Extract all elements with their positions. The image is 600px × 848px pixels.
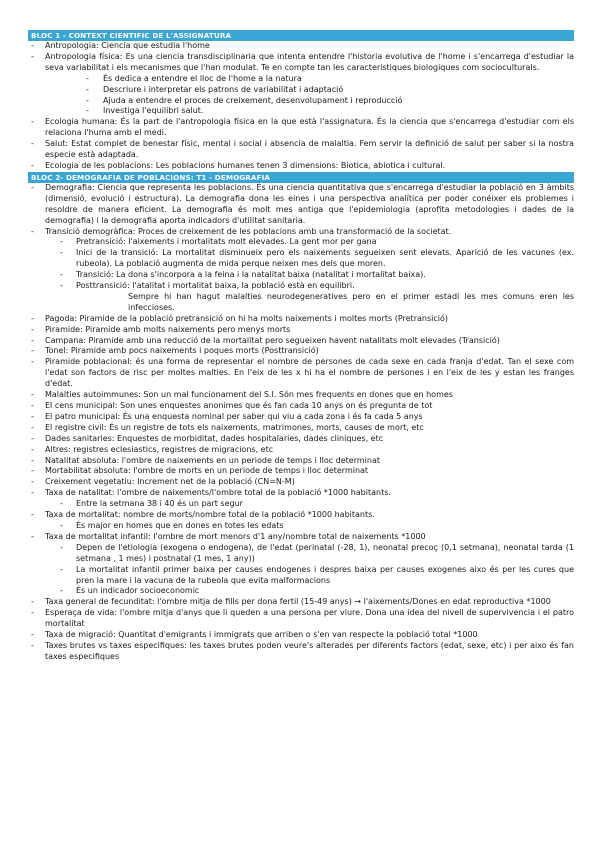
list-item: - Dades sanitaries: Enquestes de morbiditat, dades hospitalaries, dades cliniques, etc [28, 434, 574, 445]
list-item: - Demografia: Ciencia que representa les poblacions. És una ciencia quantitativa que s'encarrega d'estudiar la població en 3 àmbits (dimensió, evolució i estructura). La demografia dona les eines i una perspectiva analítica per poder conéixer els problemes i resoldre de manera eficient. La demografia és molt mes antiga que l'epidemiologia (aprofita metodologies i dades de la demografia) i la demografia aporta indicadors d'utilitat sanitaria. [28, 183, 574, 227]
sub-list-item: - Posttransició: l'atalitat i mortalitat baixa, la població està en equilibri. [28, 281, 574, 292]
list-item: - Ecologia humana: És la part de l'antropologia física en la que està l'assignatura. És la ciencia que s'encarrega d'estudiar com els relaciona l'huma amb el medi. [28, 117, 574, 139]
sub-list-item: - És major en homes que en dones en totes les edats [28, 521, 574, 532]
list-item: - Taxa de mortalitat infantil: l'ombre de mort menors d'1 any/nombre total de naixements *1000 [28, 532, 574, 543]
list-item: - Mortabilitat absoluta: l'ombre de morts en un periode de temps i lloc determinat [28, 466, 574, 477]
document-page [28, 30, 574, 663]
list-item: - Creixement vegetatiu: Increment net de la població (CN=N-M) [28, 477, 574, 488]
list-item: - Taxa general de fecunditat: l'ombre mitja de fills per dona fertil (15-49 anys) → l'aixements/Dones en edat reproductiva *1000 [28, 597, 574, 608]
list-item: - El patro municipal: És una enquesta nominal per saber qui viu a cada zona i és fa cada 5 anys [28, 412, 574, 423]
list-item: - Antropologia: Ciencia que estudia l'home [28, 41, 574, 52]
list-item: - Transició demogràfica: Proces de creixement de les poblacions amb una transformació de la societat. [28, 227, 574, 238]
sub-list-item: - És dedica a entendre el lloc de l'home a la natura [28, 74, 574, 85]
list-item: - Taxes brutes vs taxes especifiques: les taxes brutes poden veure's alterades per diferents factors (edat, sexe, etc) i per aixo és fan taxes especifiques [28, 641, 574, 663]
list-item: - Salut: Estat complet de benestar físic, mental i social i absencia de malaltia. Fem servir la definició de salut per saber si la nostra especie està adaptada. [28, 139, 574, 161]
list-item: - Tonel: Piramide amb pocs naixements i poques morts (Posttransició) [28, 346, 574, 357]
sub-list-item: - Entre la setmana 38 i 40 és un part segur [28, 499, 574, 510]
list-item: - Piramide poblacional: és una forma de representar el nombre de persones de cada sexe en cada franja d'edat. Tan el sexe com l'edat son factors de risc per moltes malties. En l'eix de les x hi ha el nombre de persones i en l'eix de les y estan les franges d'edat. [28, 357, 574, 390]
note-text: Sempre hi han hagut malalties neurodegeneratives pero en el primer estadi les mes comuns eren les infeccioses. [128, 291, 574, 312]
list-item: - Altres: registres eclesiastics, registres de migracions, etc [28, 445, 574, 456]
section-header-bloc1: BLOC 1 - CONTEXT CIENTIFIC DE L'ASSIGNATURA [28, 30, 574, 41]
sub-list-item: - Descriure i interpretar els patrons de variabilitat i adaptació [28, 85, 574, 96]
bloc2-list [28, 183, 574, 663]
sub-list-item: - Transició: La dona s'incorpora a la feina i la natalitat baixa (natalitat i mortalitat baixa). [28, 270, 574, 281]
section-header-bloc2: BLOC 2- DEMOGRAFIA DE POBLACIONS: T1 - DEMOGRAFIA [28, 172, 574, 183]
sub-list-item: - Depen de l'etiologia (exogena o endogena), de l'edat (perinatal (-28, 1), neonatal precoç (0,1 setmana), neonatal tarda (1 setmana , 1 mes) i postnatal (1 mes, 1 any)) [28, 543, 574, 565]
list-item: - Piramide: Piramide amb molts naixements pero menys morts [28, 325, 574, 336]
list-item: - Taxa de mortalitat: nombre de morts/nombre total de la població *1000 habitants. [28, 510, 574, 521]
list-item: - Natalitat absoluta: l'ombre de naixements en un periode de temps i lloc determinat [28, 456, 574, 467]
sub-list-item: - Investiga l'equilibri salut. [28, 106, 574, 117]
list-item: - El cens municipal: Son unes enquestes anonimes que és fan cada 10 anys on és pregunta de tot [28, 401, 574, 412]
list-item: - Ecologia de les poblacions: Les poblacions humanes tenen 3 dimensions: Biotica, abiotica i cultural. [28, 161, 574, 172]
list-item: - Taxa de natalitat: l'ombre de naixements/l'ombre total de la població *1000 habitants. [28, 488, 574, 499]
sub-list-item: - Inici de la transició: La mortalitat disminueix pero els naixements segueixen sent elevats. Aparició de les vacunes (ex. rubeola). La població augmenta de mida perque neixen mes dels que moren. [28, 248, 574, 270]
list-item: - Campana: Piramide amb una reducció de la mortalitat pero segueixen havent natalitats molt elevades (Transició) [28, 336, 574, 347]
list-item: - Esperaça de vida: l'ombre mitja d'anys que li queden a una persona per viure. Dona una idea del nivell de supervivencia i el patro mortalitat [28, 608, 574, 630]
sub-list-item: - És un indicador socioeconomic [28, 586, 574, 597]
list-item: - Taxa de migració: Quantitat d'emigrants i immigrats que arriben o s'en van respecte la població total *1000 [28, 630, 574, 641]
list-item: - Malalties autoimmunes: Son un mal funcionament del S.I. Són mes frequents en dones que en homes [28, 390, 574, 401]
sub-list-item: - Ajuda a entendre el proces de creixement, desenvolupament i reproducció [28, 96, 574, 107]
bloc1-list [28, 41, 574, 172]
sub-list-item: - La mortalitat infantil primer baixa per causes endogenes i despres baixa per causes exogenes aixo és per les cures que pren la mare i la vacuna de la rubeola que evita malformacions [28, 565, 574, 587]
list-item: - Antropologia física: Es una ciencia transdisciplinaria que intenta entendre l'historia evolutiva de l'home i s'encarrega d'estudiar la seva variabilitat i els mecanismes que l'han modulat. Te en compte tan les caracteristiques biologiques com socioculturals. [28, 52, 574, 74]
list-item: - Pagoda: Piramide de la població pretransició on hi ha molts naixements i moltes morts (Pretransició) [28, 314, 574, 325]
list-item: - El registre civil: És un registre de tots els naixements, matrimones, morts, causes de mort, etc [28, 423, 574, 434]
sub-list-item: - Pretransició: l'aixements i mortalitats molt elevades. La gent mor per gana [28, 237, 574, 248]
